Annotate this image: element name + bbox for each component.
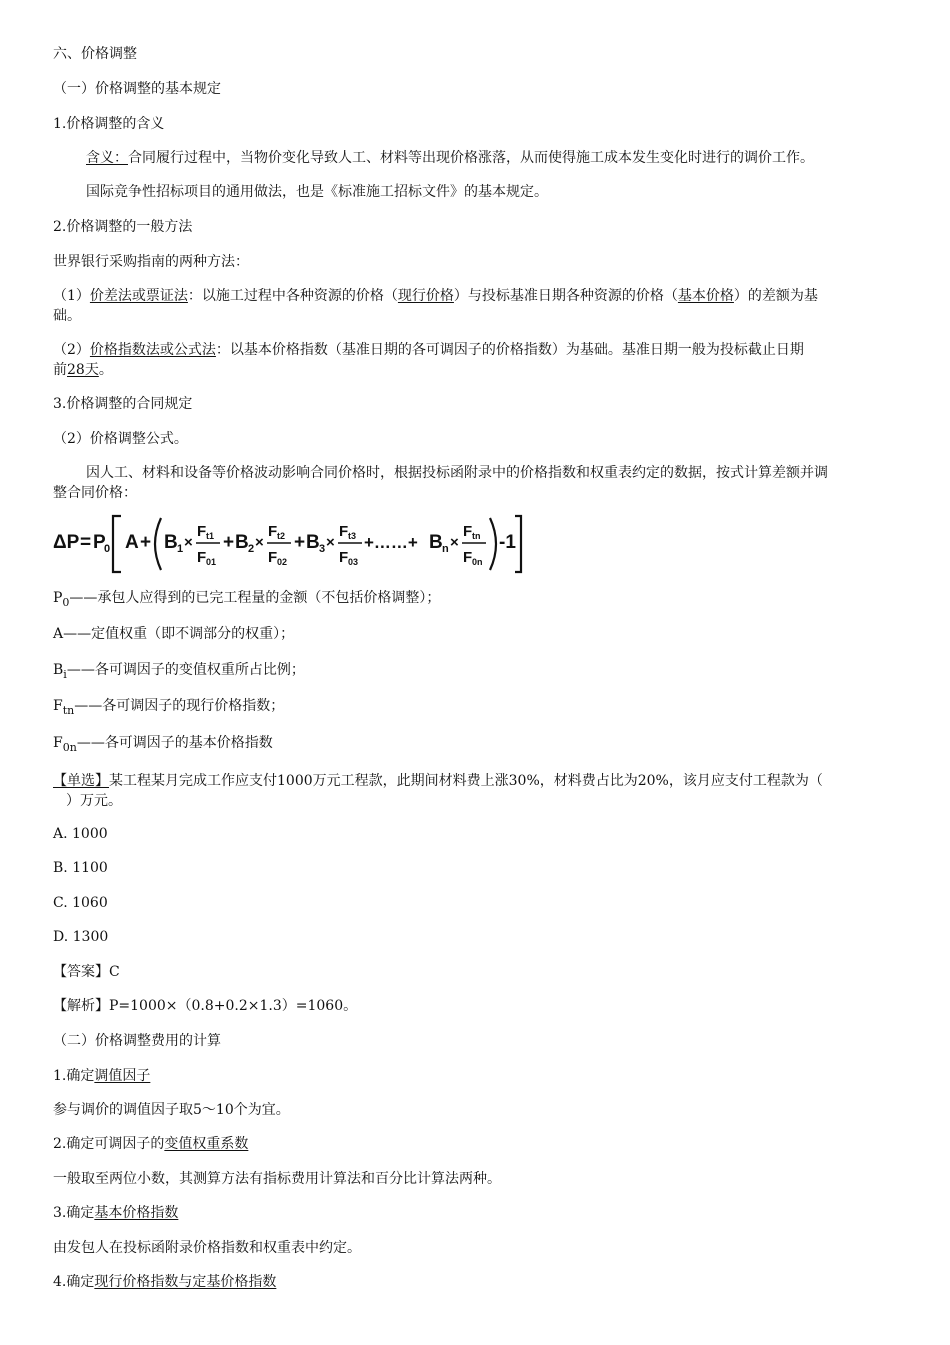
formula-ft3: F: [339, 523, 349, 540]
formula-f03-sub: 03: [348, 557, 359, 567]
var-def-bi: [53, 660, 898, 681]
formula-f02: F: [268, 549, 278, 566]
formula-plus-3: +: [294, 532, 306, 553]
var-description: ——承包人应得到的已完工程量的金额（不包括价格调整）；: [69, 590, 441, 606]
price-adjustment-formula: [53, 512, 523, 576]
method-2-name: 价格指数法或公式法: [89, 342, 216, 358]
formula-left-bracket: [113, 516, 121, 572]
analysis-text: P=1000×（0.8+0.2×1.3）=1060。: [109, 998, 358, 1014]
var-description: ——各可调因子的基本价格指数: [76, 735, 273, 751]
method-2-number: （2）: [53, 342, 90, 358]
worldbank-intro: 世界银行采购指南的两种方法：: [53, 254, 249, 270]
base-price-term: 基本价格: [677, 288, 734, 304]
step-2-text: 一般取至两位小数，其测算方法有指标费用计算法和百分比计算法两种。: [53, 1171, 501, 1187]
formula-p0-sub: 0: [104, 543, 111, 555]
answer-line: [53, 962, 898, 982]
step-1-text: 参与调价的调值因子取5～10个为宜。: [53, 1102, 290, 1118]
var-symbol: P: [53, 590, 63, 606]
var-subscript: tn: [62, 704, 75, 717]
formula-times-2: ×: [255, 534, 264, 551]
formula-f0n-sub: 0n: [472, 557, 483, 567]
analysis-line: [53, 996, 898, 1016]
formula-ftn-sub: tn: [472, 531, 481, 541]
method-2-line-1: [53, 340, 898, 360]
method-2-text-b: 前: [53, 362, 67, 378]
formula-b1-sub: 1: [177, 543, 184, 555]
formula-right-paren: [490, 518, 496, 570]
formula-p0: P: [93, 532, 106, 553]
var-subscript: i: [63, 668, 67, 681]
method-1-line-2: 础。: [53, 308, 81, 324]
formula-ft1: F: [197, 523, 207, 540]
step-3-prefix: 3.确定: [53, 1205, 95, 1221]
step-3-heading: [53, 1203, 898, 1223]
formula-b3-sub: 3: [319, 543, 326, 555]
formula-ft3-sub: t3: [348, 531, 357, 541]
step-1-heading: [53, 1066, 898, 1086]
heading-general-methods: 2.价格调整的一般方法: [53, 219, 193, 235]
question-line-2: ）万元。: [66, 793, 122, 809]
method-2-text-a: ：以基本价格指数（基准日期的各可调因子的价格指数）为基础。基准日期一般为投标截止日期: [215, 342, 804, 358]
var-symbol: A: [53, 626, 64, 642]
formula-times-3: ×: [326, 534, 335, 551]
method-1-text-b: ）与投标基准日期各种资源的价格（: [453, 288, 678, 304]
option-c: C. 1060: [53, 895, 108, 911]
definition-text: 合同履行过程中，当物价变化导致人工、材料等出现价格涨落，从而使得施工成本发生变化时进行的调价工作。: [128, 150, 814, 166]
formula-intro-line-2: 整合同价格：: [53, 485, 137, 501]
question-line-1: [53, 771, 898, 791]
step-4-key: 现行价格指数与定基价格指数: [94, 1274, 277, 1290]
formula-f03: F: [339, 549, 349, 566]
analysis-tag: 【解析】: [53, 998, 109, 1014]
formula-minus-one: -1: [499, 532, 516, 553]
option-b: B. 1100: [53, 860, 108, 876]
formula-left-paren: [155, 518, 161, 570]
method-2-text-c: 。: [98, 362, 113, 378]
formula-intro-line-1: 因人工、材料和设备等价格波动影响合同价格时，根据投标函附录中的价格指数和权重表约定的数据，按式计算差额并调: [86, 465, 828, 481]
formula-equals: =: [80, 532, 92, 553]
formula-a: A: [125, 532, 139, 553]
heading-price-adjustment: 六、价格调整: [53, 46, 137, 62]
step-4-heading: [53, 1272, 898, 1292]
step-4-prefix: 4.确定: [53, 1274, 95, 1290]
definition-paragraph: [86, 148, 896, 168]
formula-b3: B: [306, 532, 320, 553]
method-2-line-2: [53, 360, 898, 380]
var-def-ftn: [53, 696, 898, 717]
option-a: A. 1000: [53, 826, 108, 842]
formula-f02-sub: 02: [277, 557, 288, 567]
method-1-text-a: ：以施工过程中各种资源的价格（: [187, 288, 398, 304]
var-def-a: [53, 624, 898, 644]
question-tag: 【单选】: [53, 773, 109, 789]
section-basic-rules: （一）价格调整的基本规定: [53, 81, 221, 97]
answer-value: C: [109, 964, 120, 980]
step-1-prefix: 1.确定: [53, 1068, 95, 1084]
method-1-number: （1）: [53, 288, 90, 304]
heading-contract-rules: 3.价格调整的合同规定: [53, 396, 193, 412]
var-subscript: 0n: [62, 741, 77, 754]
days-term: 28天: [67, 362, 99, 378]
step-3-key: 基本价格指数: [94, 1205, 179, 1221]
heading-meaning: 1.价格调整的含义: [53, 116, 165, 132]
step-3-text: 由发包人在投标函附录价格指数和权重表中约定。: [53, 1240, 361, 1256]
current-price-term: 现行价格: [397, 288, 454, 304]
formula-ft2-sub: t2: [277, 531, 286, 541]
var-description: ——各可调因子的变值权重所占比例；: [66, 662, 305, 678]
step-1-key: 调值因子: [94, 1068, 151, 1084]
var-description: ——各可调因子的现行价格指数；: [74, 698, 285, 714]
method-1-name: 价差法或票证法: [89, 288, 188, 304]
formula-ftn: F: [463, 523, 473, 540]
var-symbol: F: [53, 698, 63, 714]
formula-times-n: ×: [450, 534, 459, 551]
formula-bn: B: [429, 532, 443, 553]
step-2-prefix: 2.确定可调因子的: [53, 1136, 165, 1152]
answer-tag: 【答案】: [53, 964, 109, 980]
definition-label: 含义：: [86, 150, 128, 166]
formula-ft2: F: [268, 523, 278, 540]
formula-title: （2）价格调整公式。: [53, 431, 188, 447]
formula-plus-2: +: [223, 532, 235, 553]
var-symbol: F: [53, 735, 63, 751]
method-1-line-1: [53, 286, 898, 306]
formula-b1: B: [164, 532, 178, 553]
method-1-text-c: ）的差额为基: [733, 288, 818, 304]
formula-bn-sub: n: [442, 543, 449, 555]
formula-f01-sub: 01: [206, 557, 217, 567]
formula-delta-p: ΔP: [53, 532, 80, 553]
option-d: D. 1300: [53, 929, 109, 945]
step-2-key: 变值权重系数: [164, 1136, 249, 1152]
formula-dots: +……+: [364, 533, 418, 552]
step-2-heading: [53, 1134, 898, 1154]
formula-b2-sub: 2: [248, 543, 255, 555]
var-subscript: 0: [62, 596, 70, 609]
var-def-f0n: [53, 733, 898, 754]
var-symbol: B: [53, 662, 64, 678]
formula-f01: F: [197, 549, 207, 566]
var-description: ——定值权重（即不调部分的权重）；: [63, 626, 295, 642]
intl-practice-text: 国际竞争性招标项目的通用做法，也是《标准施工招标文件》的基本规定。: [86, 184, 548, 200]
section-calculation: （二）价格调整费用的计算: [53, 1033, 221, 1049]
var-def-p0: [53, 588, 898, 609]
formula-plus-1: +: [140, 532, 152, 553]
formula-b2: B: [235, 532, 249, 553]
question-text: 某工程某月完成工作应支付1000万元工程款，此期间材料费上涨30%，材料费占比为20%，该月应支付工程款为（: [109, 773, 823, 789]
formula-ft1-sub: t1: [206, 531, 215, 541]
formula-f0n: F: [463, 549, 473, 566]
formula-times-1: ×: [184, 534, 193, 551]
